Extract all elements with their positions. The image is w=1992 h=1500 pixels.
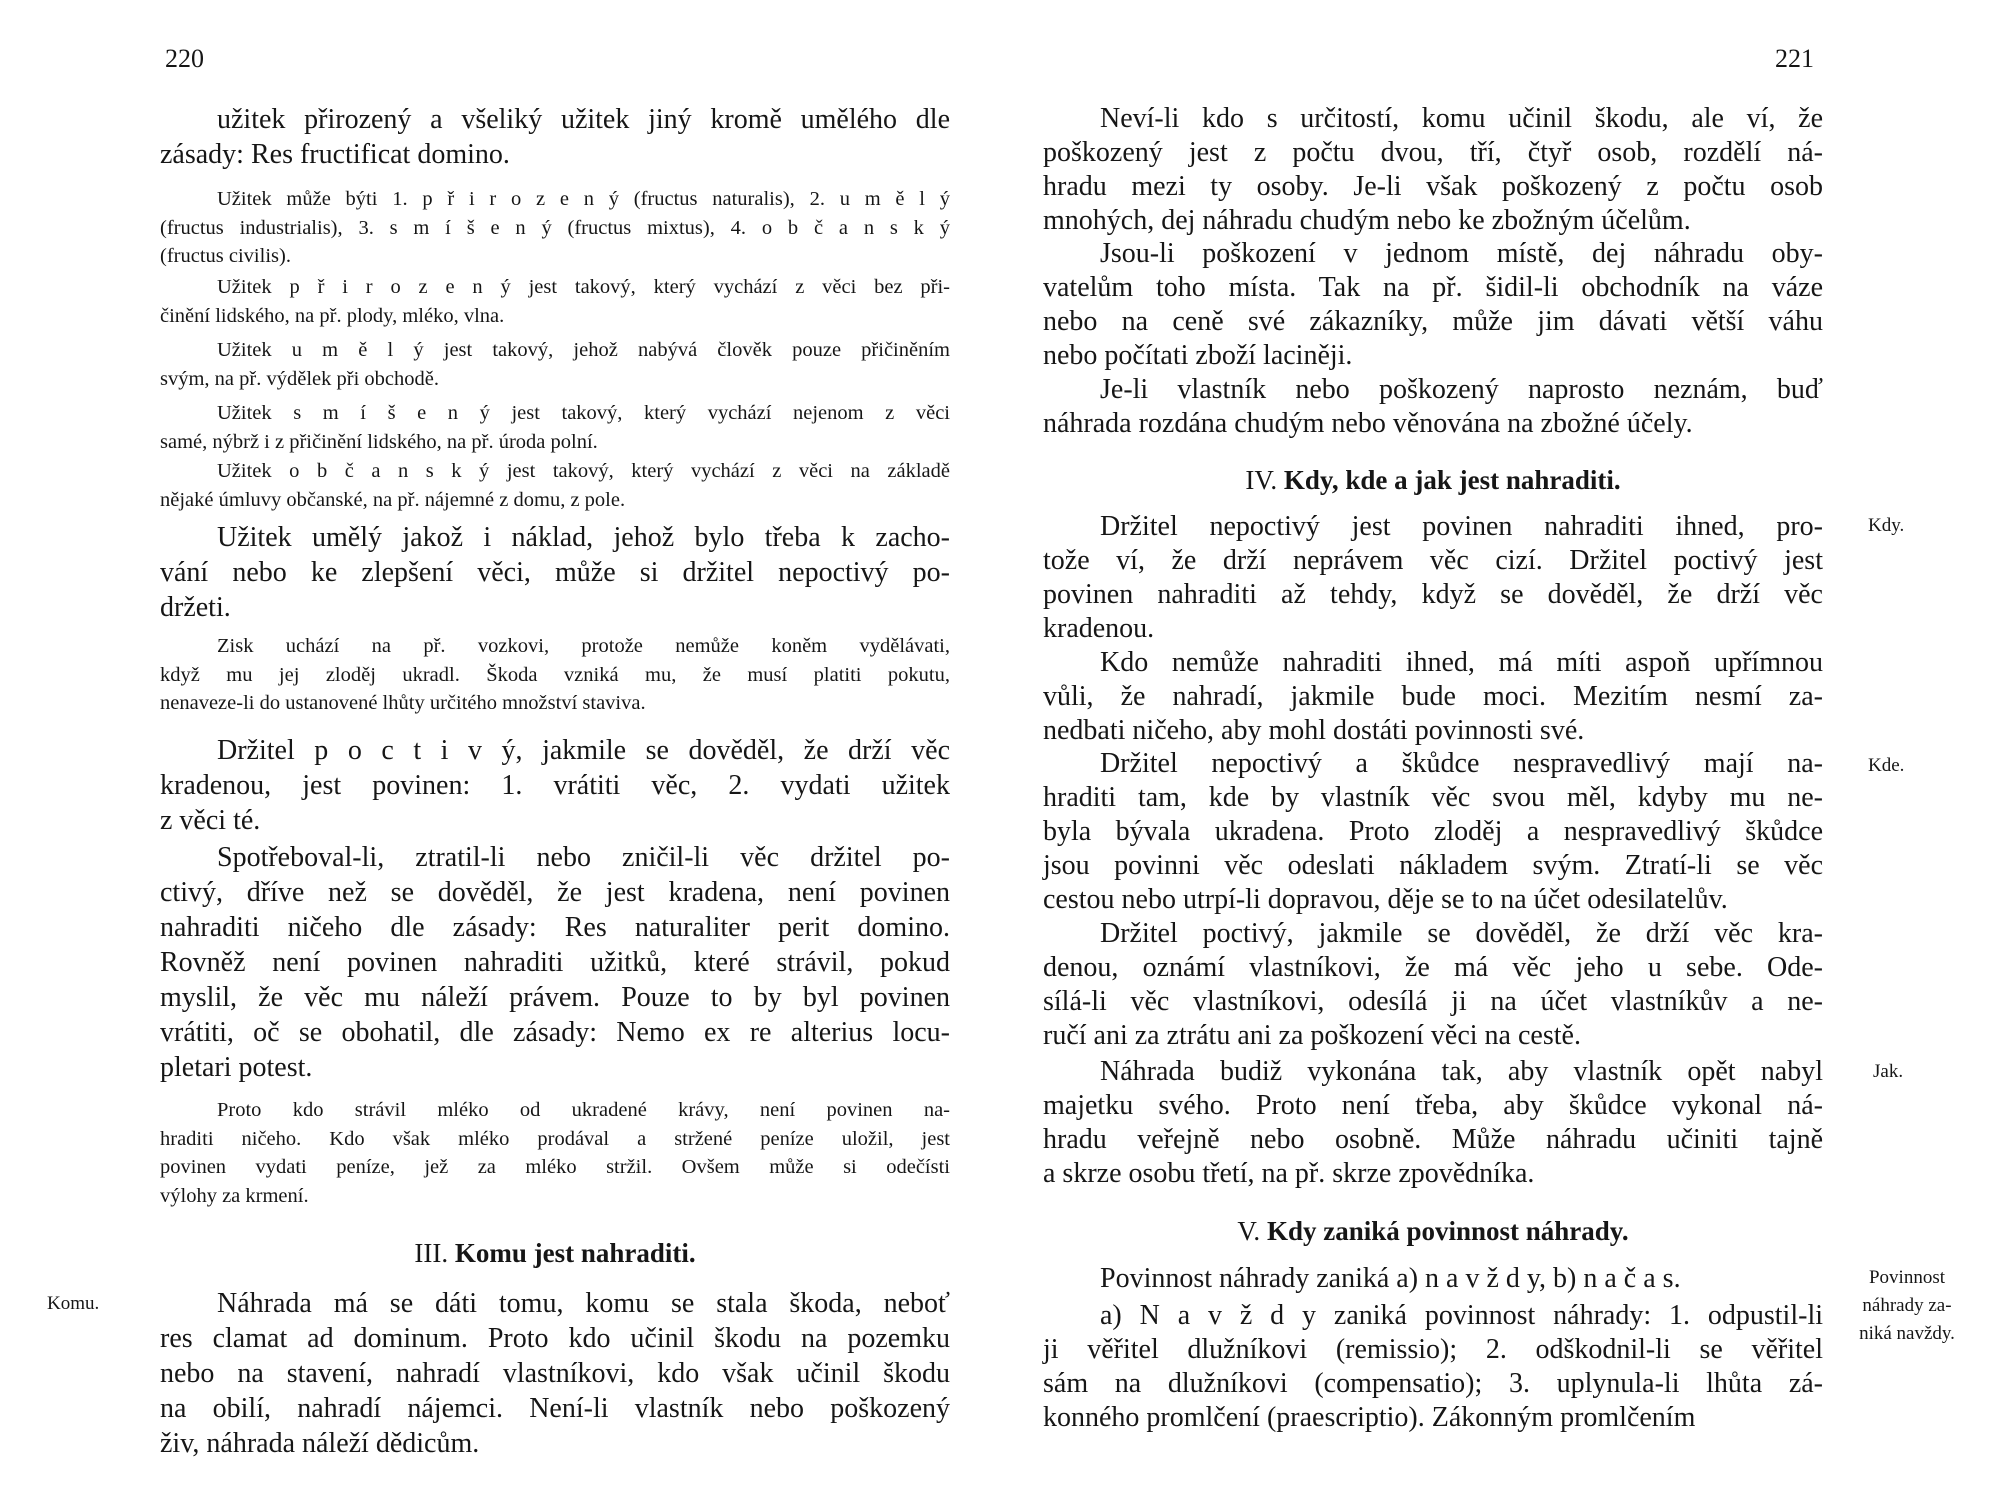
text-line: vůli, že nahradí, jakmile bude moci. Mezitím nesmí za- <box>1043 681 1823 712</box>
paragraph <box>1043 1055 1823 1191</box>
text-line: Zisk uchází na př. vozkovi, protože nemůže koněm vydělávati, <box>217 635 950 657</box>
text-line: nahraditi ničeho dle zásady: Res naturaliter perit domino. <box>160 912 950 943</box>
text-line: nedbati ničeho, aby mohl dostáti povinnosti své. <box>1043 715 1585 746</box>
margin-note: Povinnost náhrady za- niká navždy. <box>1859 1267 1955 1344</box>
text-line: povinen vydati peníze, jež za mléko stržil. Ovšem může si odečísti <box>160 1156 950 1178</box>
text-line: svým, na př. výdělek při obchodě. <box>160 367 439 390</box>
margin-note: Jak. <box>1873 1061 1904 1082</box>
paragraph <box>1043 237 1823 373</box>
text-line: konného promlčení (praescriptio). Zákonným promlčením <box>1043 1402 1696 1433</box>
text-line: užitek přirozený a všeliký užitek jiný kromě umělého dle <box>217 104 950 135</box>
text-line: výlohy za krmení. <box>160 1184 309 1207</box>
section-numeral: III. <box>414 1238 449 1268</box>
paragraph <box>1043 917 1823 1053</box>
text-line: ručí ani za ztrátu ani za poškození věci na cestě. <box>1043 1020 1581 1051</box>
text-line: zásady: Res fructificat domino. <box>160 139 510 170</box>
text-line: hraditi ničeho. Kdo však mléko prodával a stržené peníze uložil, jest <box>160 1127 950 1150</box>
paragraph <box>1043 1262 1823 1296</box>
text-line: jsou povinni věc odeslati nákladem svým. Ztratí-li se věc <box>1043 850 1823 881</box>
text-line: kradenou. <box>1043 613 1155 644</box>
text-line: činění lidského, na př. plody, mléko, vlna. <box>160 304 505 327</box>
text-line: (fructus industrialis), 3. s m í š e n ý (fructus mixtus), 4. o b č a n s k ý <box>160 216 950 239</box>
paragraph <box>1043 510 1823 646</box>
text-line: majetku svého. Proto není třeba, aby škůdce vykonal ná- <box>1043 1090 1823 1121</box>
text-line: nebo počítati zboží laciněji. <box>1043 340 1353 371</box>
text-line: nenaveze-li do ustanovené lhůty určitého množství staviva. <box>160 692 646 714</box>
text-line: ji věřitel dlužníkovi (remissio); 2. odškodnil-li se věřitel <box>1043 1334 1823 1365</box>
paragraph <box>160 1286 950 1461</box>
text-line: nebo na stavení, nahradí vlastníkovi, kdo však učinil škodu <box>160 1358 950 1389</box>
section-title: Komu jest nahraditi. <box>454 1238 696 1268</box>
paragraph <box>1043 102 1823 238</box>
text-line: ctivý, dříve než se dověděl, že jest kradena, není povinen <box>160 877 950 908</box>
text-line: živ, náhrada náleží dědicům. <box>160 1428 480 1459</box>
text-line: tože ví, že drží neprávem věc cizí. Držitel poctivý jest <box>1043 545 1823 576</box>
note-paragraph <box>160 336 950 393</box>
margin-note: Kdy. <box>1868 515 1905 536</box>
text-line: mnohých, dej náhradu chudým nebo ke zbožným účelům. <box>1043 205 1691 236</box>
text-line: z věci té. <box>160 805 261 836</box>
text-line: Je-li vlastník nebo poškozený naprosto neznám, buď <box>1100 374 1823 405</box>
section-title: Kdy, kde a jak jest nahraditi. <box>1283 465 1621 495</box>
paragraph <box>1043 373 1823 441</box>
text-line: Užitek s m í š e n ý jest takový, který vychází nejenom z věci <box>217 402 950 424</box>
text-line: Neví-li kdo s určitostí, komu učinil škodu, ale ví, že <box>1100 103 1823 134</box>
section-numeral: IV. <box>1245 465 1278 495</box>
text-line: Jsou-li poškození v jednom místě, dej náhradu oby- <box>1100 238 1823 269</box>
text-line: denou, oznámí vlastníkovi, že má věc jeho u sebe. Ode- <box>1043 952 1823 983</box>
note-paragraph <box>160 185 950 271</box>
text-line: Rovněž není povinen nahraditi užitků, které strávil, pokud <box>160 947 950 978</box>
text-line: nebo na ceně své zákazníky, může jim dávati větší váhu <box>1043 306 1823 337</box>
text-line: hradu mezi ty osoby. Je-li však poškozený z počtu osob <box>1043 171 1823 202</box>
text-line: Užitek o b č a n s k ý jest takový, který vychází z věci na základě <box>217 460 950 482</box>
text-line: nějaké úmluvy občanské, na př. nájemné z domu, z pole. <box>160 488 626 511</box>
note-paragraph <box>160 1096 950 1210</box>
page-number: 221 <box>1775 44 1814 73</box>
text-line: hradu veřejně nebo osobně. Může náhradu učiniti tajně <box>1043 1124 1823 1155</box>
text-line: poškozený jest z počtu dvou, tří, čtyř osob, rozdělí ná- <box>1043 137 1823 168</box>
text-line: sílá-li věc vlastníkovi, odesílá ji na účet vlastníkův a ne- <box>1043 986 1823 1017</box>
note-paragraph <box>160 457 950 514</box>
text-line: Užitek u m ě l ý jest takový, jehož nabývá člověk pouze přičiněním <box>217 339 950 361</box>
text-line: vrátiti, oč se obohatil, dle zásady: Nemo ex re alterius locu- <box>160 1017 950 1048</box>
text-line: pletari potest. <box>160 1052 313 1083</box>
text-line: Povinnost náhrady zaniká a) n a v ž d y, b) n a č a s. <box>1100 1263 1681 1294</box>
text-line: Náhrada má se dáti tomu, komu se stala škoda, neboť <box>217 1288 950 1319</box>
text-line: Spotřeboval-li, ztratil-li nebo zničil-li věc držitel po- <box>217 842 950 873</box>
text-line: byla bývala ukradena. Proto zloděj a nespravedlivý škůdce <box>1043 816 1823 847</box>
margin-note: Komu. <box>47 1293 100 1314</box>
text-line: Držitel nepoctivý a škůdce nespravedlivý mají na- <box>1100 748 1823 779</box>
text-line: na obilí, nahradí nájemci. Není-li vlastník nebo poškozený <box>160 1393 950 1424</box>
text-line: držeti. <box>160 592 231 623</box>
text-line: Proto kdo strávil mléko od ukradené krávy, není povinen na- <box>217 1099 950 1121</box>
section-heading <box>160 1238 950 1269</box>
text-line: Kdo nemůže nahraditi ihned, má míti aspoň upřímnou <box>1100 647 1823 678</box>
text-line: sám na dlužníkovi (compensatio); 3. uplynula-li lhůta zá- <box>1043 1368 1823 1399</box>
text-line: samé, nýbrž i z přičinění lidského, na př. úroda polní. <box>160 430 598 453</box>
margin-note: Kde. <box>1868 755 1905 776</box>
text-line: res clamat ad dominum. Proto kdo učinil škodu na pozemku <box>160 1323 950 1354</box>
section-title: Kdy zaniká povinnost náhrady. <box>1266 1216 1629 1246</box>
text-line: Užitek může býti 1. p ř i r o z e n ý (fructus naturalis), 2. u m ě l ý <box>217 188 950 210</box>
text-line: Držitel p o c t i v ý, jakmile se dověděl, že drží věc <box>217 735 950 766</box>
paragraph <box>160 520 950 625</box>
text-line: když mu jej zloděj ukradl. Škoda vzniká mu, že musí platiti pokutu, <box>160 663 950 686</box>
note-paragraph <box>160 273 950 330</box>
text-line: myslil, že věc mu náleží právem. Pouze to by byl povinen <box>160 982 950 1013</box>
paragraph <box>1043 646 1823 748</box>
note-paragraph <box>160 632 950 718</box>
text-line: povinen nahraditi až tehdy, když se dověděl, že drží věc <box>1043 579 1823 610</box>
text-line: Užitek p ř i r o z e n ý jest takový, který vychází z věci bez při- <box>217 276 950 298</box>
text-line: Náhrada budiž vykonána tak, aby vlastník opět nabyl <box>1100 1056 1823 1087</box>
section-heading <box>1043 465 1823 496</box>
note-paragraph <box>160 399 950 456</box>
paragraph <box>1043 1299 1823 1435</box>
text-line: hraditi tam, kde by vlastník věc svou měl, kdyby mu ne- <box>1043 782 1823 813</box>
text-line: cestou nebo utrpí-li dopravou, děje se to na účet odesilatelův. <box>1043 884 1728 915</box>
section-numeral: V. <box>1237 1216 1261 1246</box>
text-line: kradenou, jest povinen: 1. vrátiti věc, 2. vydati užitek <box>160 770 950 801</box>
text-line: Držitel nepoctivý jest povinen nahraditi ihned, pro- <box>1100 511 1823 542</box>
paragraph <box>160 102 950 172</box>
text-line: a) N a v ž d y zaniká povinnost náhrady: 1. odpustil-li <box>1100 1300 1823 1331</box>
page-number: 220 <box>165 44 204 73</box>
text-line: náhrada rozdána chudým nebo věnována na zbožné účely. <box>1043 408 1693 439</box>
paragraph <box>160 733 950 838</box>
text-line: vání nebo ke zlepšení věci, může si držitel nepoctivý po- <box>160 557 950 588</box>
text-line: vatelům toho místa. Tak na př. šidil-li obchodník na váze <box>1043 272 1823 303</box>
text-line: Držitel poctivý, jakmile se dověděl, že drží věc kra- <box>1100 918 1823 949</box>
text-line: Užitek umělý jakož i náklad, jehož bylo třeba k zacho- <box>217 522 950 553</box>
text-line: a skrze osobu třetí, na př. skrze zpovědníka. <box>1043 1158 1535 1189</box>
section-heading <box>1043 1216 1823 1247</box>
paragraph <box>160 840 950 1085</box>
text-line: (fructus civilis). <box>160 245 291 267</box>
paragraph <box>1043 747 1823 917</box>
